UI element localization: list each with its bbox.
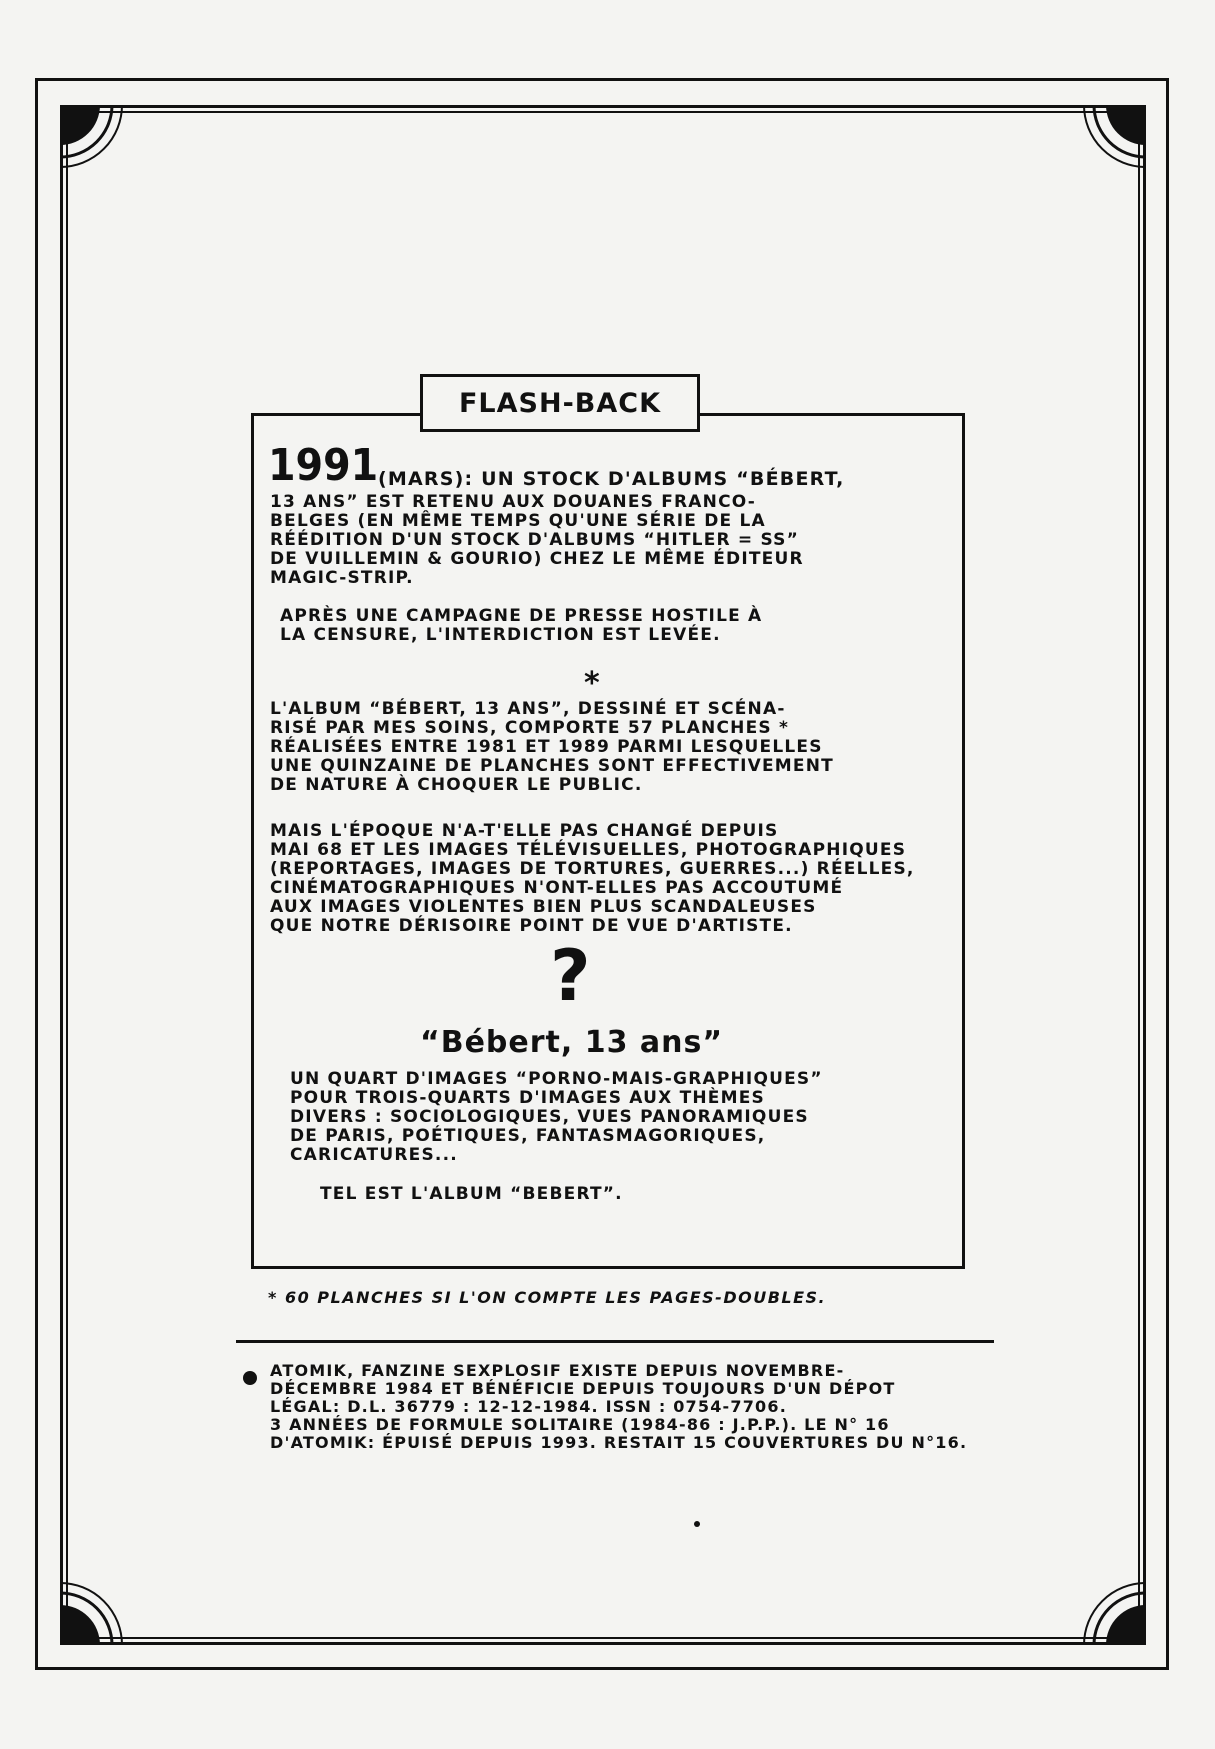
- footnote: * 60 PLANCHES SI L'ON COMPTE LES PAGES-DOUBLES.: [268, 1288, 827, 1307]
- paragraph-5: UN QUART D'IMAGES “PORNO-MAIS-GRAPHIQUES” POUR TROIS-QUARTS D'IMAGES AUX THÈMES DIVERS : SOCIOLOGIQUES, VUES PANORAMIQUES DE PARIS, POÉTIQUES, FANTASMAGORIQUES, CARICATURES...: [290, 1069, 823, 1165]
- section-separator: *: [584, 666, 600, 701]
- paragraph-3: L'ALBUM “BÉBERT, 13 ANS”, DESSINÉ ET SCÉNA- RISÉ PAR MES SOINS, COMPORTE 57 PLANCHES * RÉALISÉES ENTRE 1981 ET 1989 PARMI LESQUELLES UNE QUINZAINE DE PLANCHES SONT EFFECTIVEMENT DE NATURE À CHOQUER LE PUBLIC.: [270, 699, 834, 795]
- corner-ornament-bottom-left: [60, 1565, 140, 1645]
- ink-dot: [694, 1521, 700, 1527]
- colophon: ATOMIK, FANZINE SEXPLOSIF EXISTE DEPUIS NOVEMBRE- DÉCEMBRE 1984 ET BÉNÉFICIE DEPUIS TOUJOURS D'UN DÉPOT LÉGAL: D.L. 36779 : 12-12-1984. ISSN : 0754-7706. 3 ANNÉES DE FORMULE SOLITAIRE (1984-86 : J.P.P.). LE N° 16 D'ATOMIK: ÉPUISÉ DEPUIS 1993. RESTAIT 15 COUVERTURES DU N°16.: [270, 1361, 968, 1452]
- year-heading: 1991: [268, 440, 379, 491]
- paragraph-4: MAIS L'ÉPOQUE N'A-T'ELLE PAS CHANGÉ DEPUIS MAI 68 ET LES IMAGES TÉLÉVISUELLES, PHOTOGRAPHIQUES (REPORTAGES, IMAGES DE TORTURES, GUERRES...) RÉELLES, CINÉMATOGRAPHIQUES N'ONT-ELLES PAS ACCOUTUMÉ AUX IMAGES VIOLENTES BIEN PLUS SCANDALEUSES QUE NOTRE DÉRISOIRE POINT DE VUE D'ARTISTE.: [270, 821, 915, 936]
- album-title: “Bébert, 13 ans”: [420, 1025, 724, 1060]
- bullet-icon: [243, 1371, 257, 1385]
- question-mark: ?: [550, 935, 591, 1017]
- paragraph-2: APRÈS UNE CAMPAGNE DE PRESSE HOSTILE À LA CENSURE, L'INTERDICTION EST LEVÉE.: [280, 606, 763, 645]
- paragraph-6: TEL EST L'ALBUM “BEBERT”.: [320, 1184, 623, 1204]
- page-title: FLASH-BACK: [420, 374, 700, 432]
- corner-ornament-top-right: [1066, 105, 1146, 185]
- paragraph-1: 13 ANS” EST RETENU AUX DOUANES FRANCO- BELGES (EN MÊME TEMPS QU'UNE SÉRIE DE LA RÉÉDITION D'UN STOCK D'ALBUMS “HITLER = SS” DE VUILLEMIN & GOURIO) CHEZ LE MÊME ÉDITEUR MAGIC-STRIP.: [270, 492, 804, 588]
- divider: [236, 1340, 994, 1343]
- corner-ornament-bottom-right: [1066, 1565, 1146, 1645]
- corner-ornament-top-left: [60, 105, 140, 185]
- paragraph-1-first-line: (MARS): UN STOCK D'ALBUMS “BÉBERT,: [378, 468, 845, 490]
